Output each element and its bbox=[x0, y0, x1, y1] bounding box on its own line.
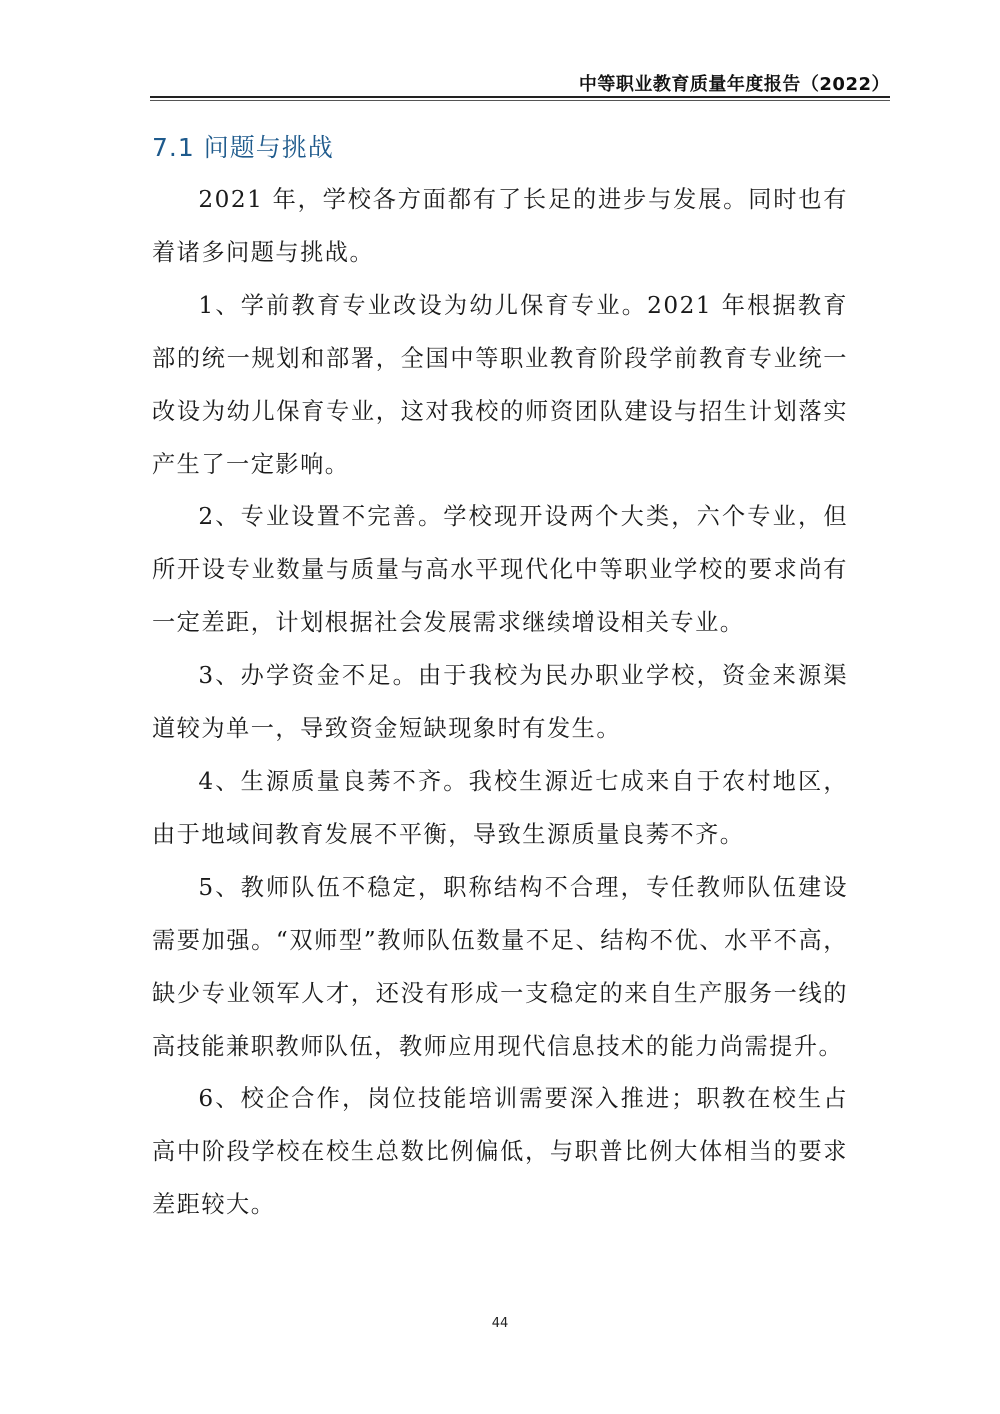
page-number: 44 bbox=[491, 1316, 509, 1331]
section-title: 7.1 问题与挑战 bbox=[152, 133, 334, 162]
header-rule bbox=[150, 96, 890, 98]
paragraph-item-4: 4、生源质量良莠不齐。我校生源近七成来自于农村地区，由于地域间教育发展不平衡，导致生源质量良莠不齐。 bbox=[152, 767, 848, 848]
paragraph-item-2: 2、专业设置不完善。学校现开设两个大类，六个专业，但所开设专业数量与质量与高水平现代化中等职业学校的要求尚有一定差距，计划根据社会发展需求继续增设相关专业。 bbox=[152, 503, 848, 637]
paragraph-item-3: 3、办学资金不足。由于我校为民办职业学校，资金来源渠道较为单一，导致资金短缺现象时有发生。 bbox=[152, 662, 848, 743]
paragraph-item-6: 6、校企合作，岗位技能培训需要深入推进；职教在校生占高中阶段学校在校生总数比例偏低，与职普比例大体相当的要求差距较大。 bbox=[152, 1085, 848, 1219]
body-text bbox=[152, 174, 848, 1232]
header-rule-thin bbox=[150, 100, 890, 101]
paragraph-intro: 2021 年，学校各方面都有了长足的进步与发展。同时也有着诸多问题与挑战。 bbox=[152, 186, 848, 266]
paragraph-item-5: 5、教师队伍不稳定，职称结构不合理，专任教师队伍建设需要加强。“双师型”教师队伍数量不足、结构不优、水平不高，缺少专业领军人才，还没有形成一支稳定的来自生产服务一线的高技能兼职教师队伍，教师应用现代信息技术的能力尚需提升。 bbox=[152, 873, 848, 1060]
paragraph-item-1: 1、学前教育专业改设为幼儿保育专业。2021 年根据教育部的统一规划和部署，全国中等职业教育阶段学前教育专业统一改设为幼儿保育专业，这对我校的师资团队建设与招生计划落实产生了一定影响。 bbox=[152, 291, 848, 478]
running-header: 中等职业教育质量年度报告（2022） bbox=[578, 74, 890, 95]
